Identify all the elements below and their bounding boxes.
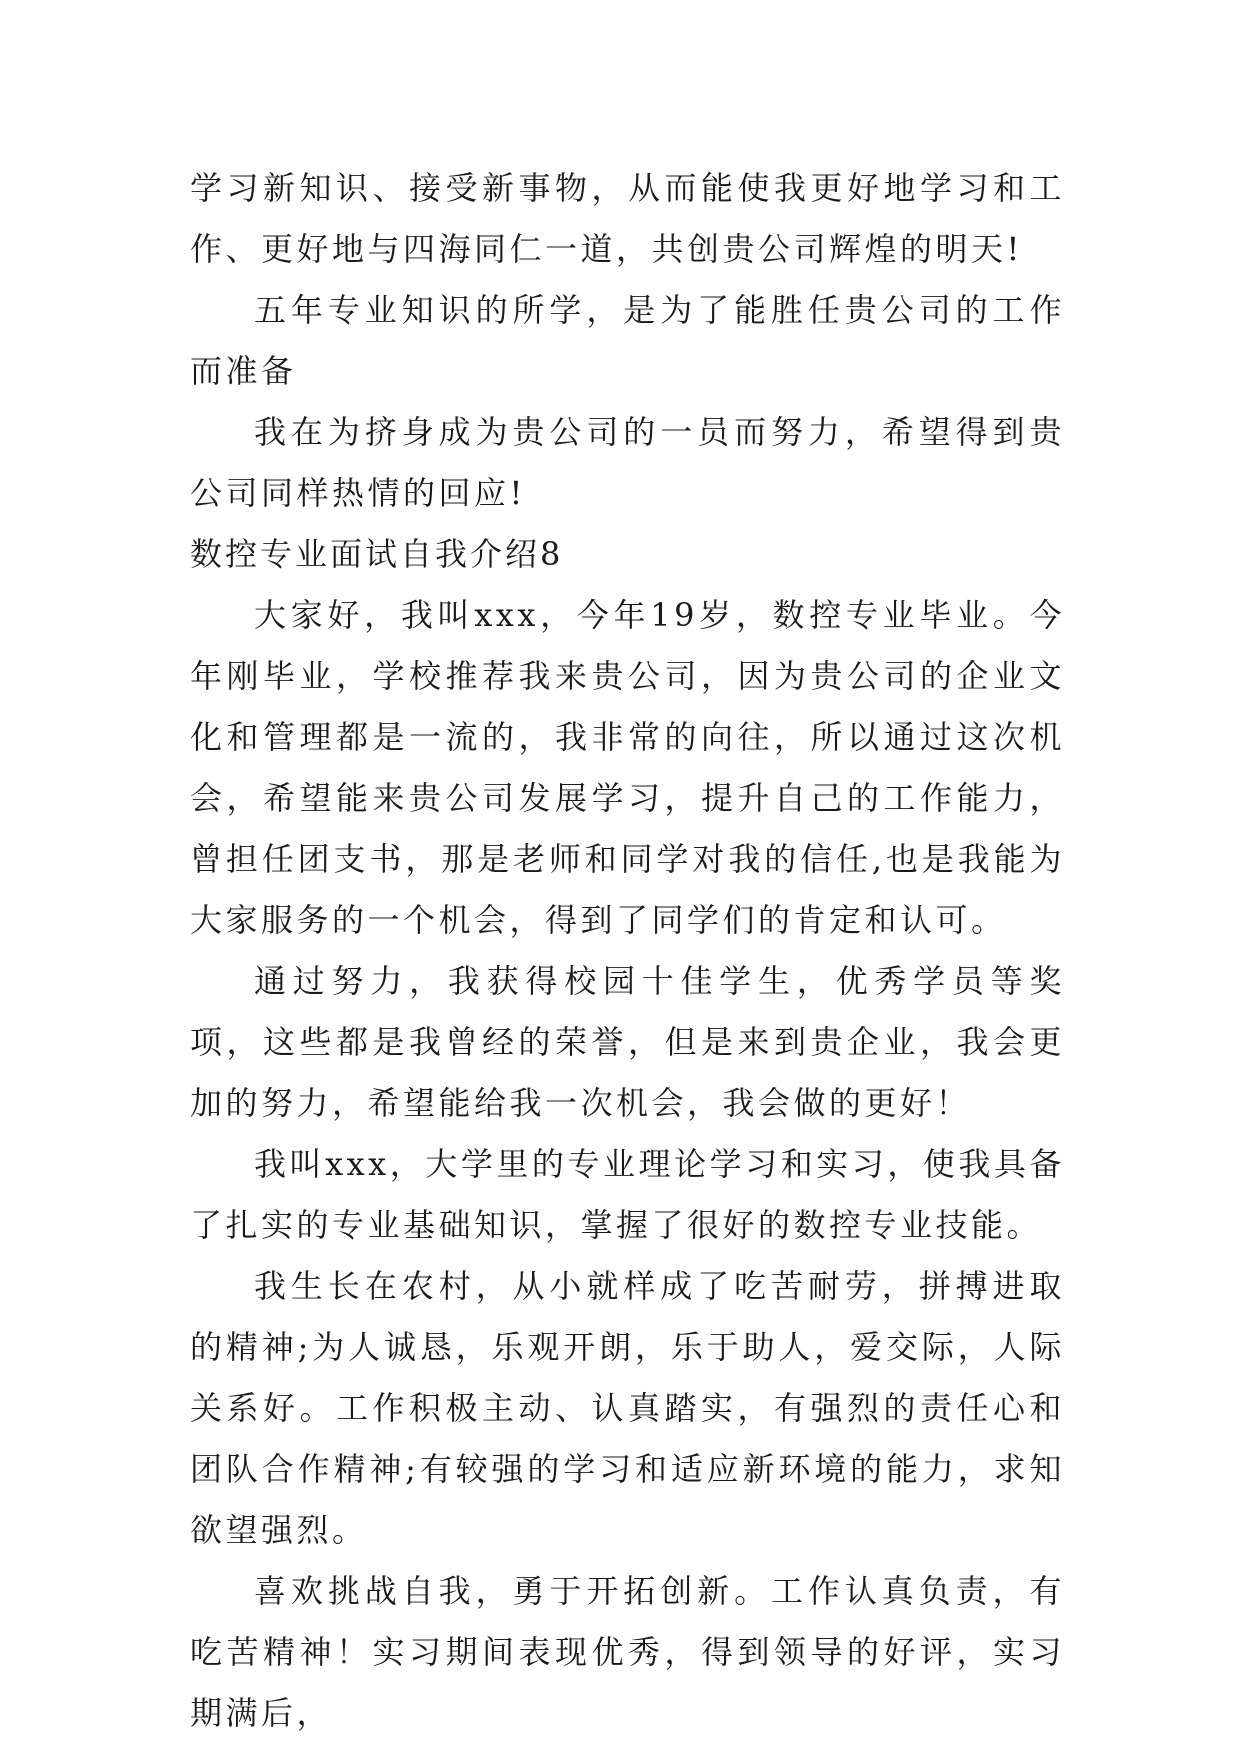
document-body [190,158,1065,1744]
paragraph: 我在为挤身成为贵公司的一员而努力，希望得到贵公司同样热情的回应! [190,413,1065,512]
paragraph: 喜欢挑战自我，勇于开拓创新。工作认真负责，有吃苦精神！实习期间表现优秀，得到领导的好评，实习期满后， [190,1572,1065,1732]
paragraph: 通过努力，我获得校园十佳学生，优秀学员等奖项，这些都是我曾经的荣誉，但是来到贵企业，我会更加的努力，希望能给我一次机会，我会做的更好！ [190,962,1065,1122]
paragraph: 五年专业知识的所学，是为了能胜任贵公司的工作而准备 [190,291,1065,390]
paragraph: 大家好，我叫xxx，今年19岁，数控专业毕业。今年刚毕业，学校推荐我来贵公司，因为贵公司的企业文化和管理都是一流的，我非常的向往，所以通过这次机会，希望能来贵公司发展学习，提升自己的工作能力，曾担任团支书，那是老师和同学对我的信任,也是我能为大家服务的一个机会，得到了同学们的肯定和认可。 [190,596,1065,939]
paragraph: 我生长在农村，从小就样成了吃苦耐劳，拼搏进取的精神;为人诚恳，乐观开朗，乐于助人，爱交际，人际关系好。工作积极主动、认真踏实，有强烈的责任心和团队合作精神;有较强的学习和适应新环境的能力，求知欲望强烈。 [190,1267,1065,1549]
paragraph: 我叫xxx，大学里的专业理论学习和实习，使我具备了扎实的专业基础知识，掌握了很好的数控专业技能。 [190,1145,1065,1244]
paragraph: 学习新知识、接受新事物，从而能使我更好地学习和工作、更好地与四海同仁一道，共创贵公司辉煌的明天! [190,169,1065,268]
section-heading: 数控专业面试自我介绍8 [190,535,564,573]
